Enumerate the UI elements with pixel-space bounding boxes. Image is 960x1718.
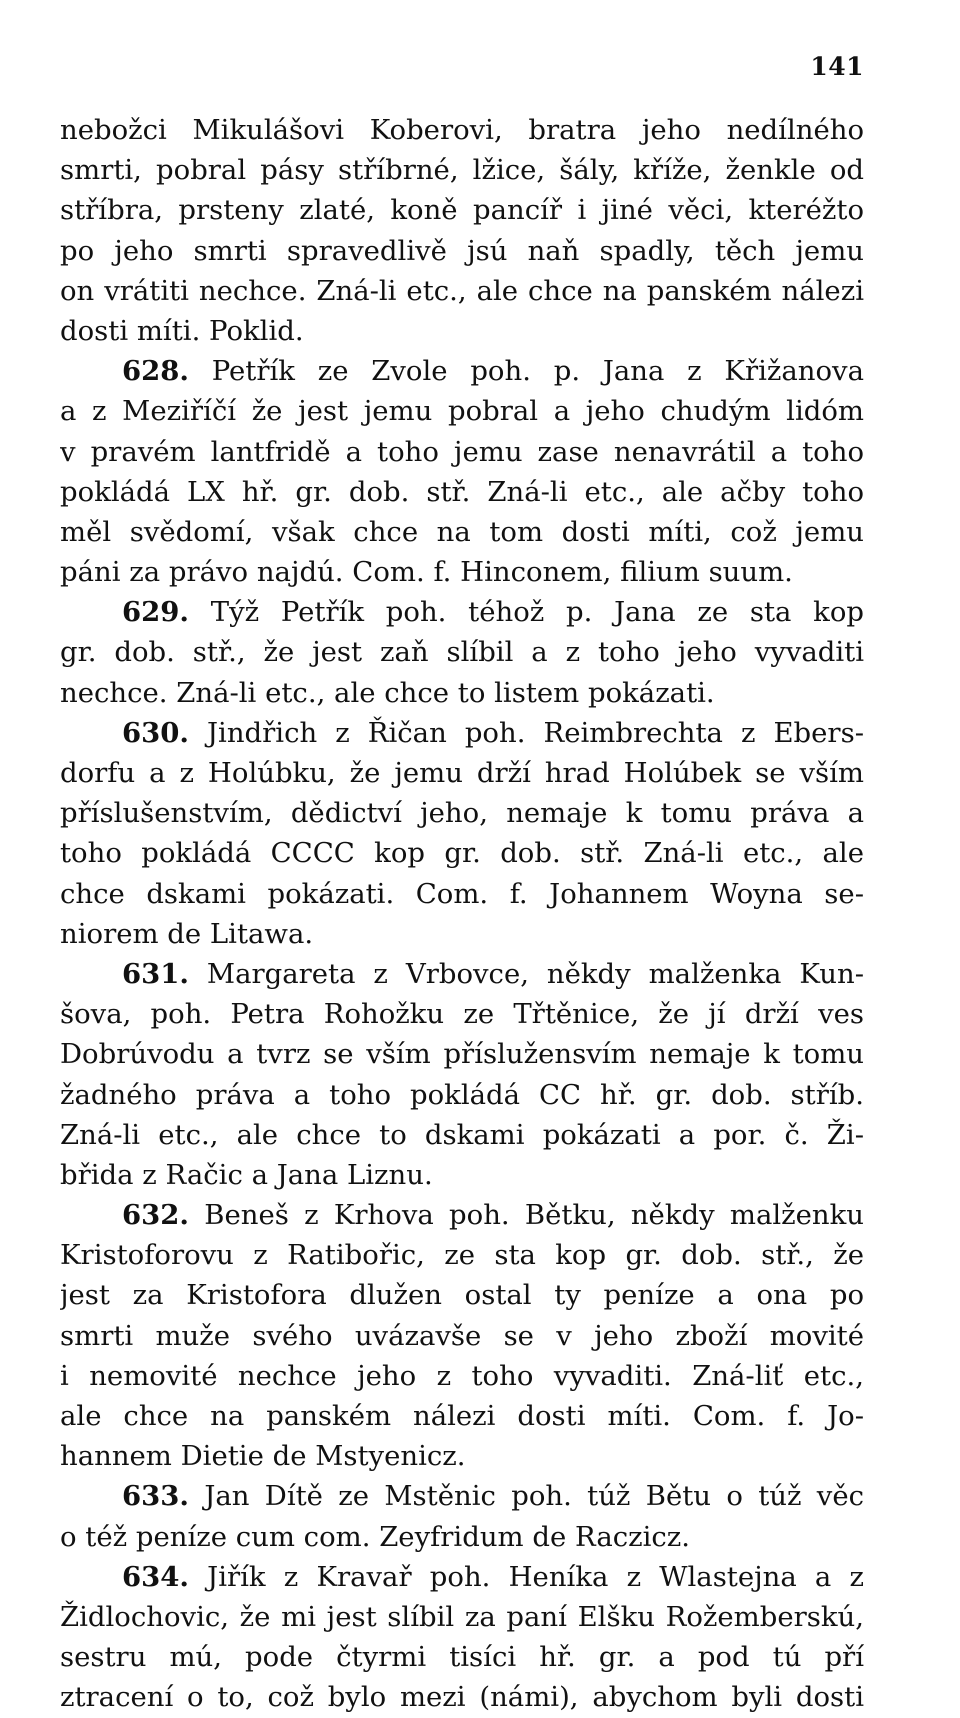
- text-line: [60, 1235, 864, 1275]
- line-text: dosti míti. Poklid.: [60, 314, 304, 347]
- text-line: [60, 1356, 864, 1396]
- entry-start-line: [60, 592, 864, 632]
- line-text: nechce. Zná-li etc., ale chce to listem pokázati.: [60, 676, 715, 709]
- line-text: Dobrúvodu a tvrz se vším příslužensvím nemaje k tomu: [60, 1038, 864, 1071]
- line-text: on vrátiti nechce. Zná-li etc., ale chce na panském nálezi: [60, 274, 864, 307]
- text-line: [60, 673, 864, 713]
- line-text: sestru mú, pode čtyrmi tisíci hř. gr. a pod tú pří: [60, 1641, 864, 1674]
- text-line: [60, 432, 864, 472]
- text-line: [60, 1396, 864, 1436]
- text-line: [60, 1597, 864, 1637]
- line-text: šova, poh. Petra Rohožku ze Třtěnice, že jí drží ves: [60, 998, 864, 1031]
- line-text: i nemovité nechce jeho z toho vyvaditi. Zná-liť etc.,: [60, 1359, 864, 1392]
- text-line: [60, 1677, 864, 1717]
- text-line: [60, 1436, 864, 1476]
- line-text: Jiřík z Kravař poh. Heníka z Wlastejna a z: [207, 1560, 864, 1593]
- line-text: Jindřich z Řičan poh. Reimbrechta z Ebers-: [207, 716, 864, 749]
- line-text: pokládá LX hř. gr. dob. stř. Zná-li etc., ale ačby toho: [60, 475, 864, 508]
- entry-start-line: [60, 1557, 864, 1597]
- entry-number: 629.: [122, 596, 189, 629]
- line-text: gr. dob. stř., že jest zaň slíbil a z toho jeho vyvaditi: [60, 636, 864, 669]
- text-line: [60, 1034, 864, 1074]
- line-text: a z Meziříčí že jest jemu pobral a jeho chudým lidóm: [60, 395, 864, 428]
- text-line: [60, 190, 864, 230]
- line-text: měl svědomí, však chce na tom dosti míti, což jemu: [60, 515, 864, 548]
- line-text: chce dskami pokázati. Com. f. Johannem Woyna se-: [60, 877, 864, 910]
- line-text: Týž Petřík poh. téhož p. Jana ze sta kop: [210, 596, 864, 629]
- line-text: Petřík ze Zvole poh. p. Jana z Křižanova: [211, 355, 864, 388]
- text-line: [60, 793, 864, 833]
- line-text: ale chce na panském nálezi dosti míti. Com. f. Jo-: [60, 1400, 864, 1432]
- text-line: [60, 1637, 864, 1677]
- text-line: [60, 1115, 864, 1155]
- line-text: Margareta z Vrbovce, někdy malženka Kun-: [206, 957, 864, 990]
- text-line: [60, 311, 864, 351]
- line-text: Kristoforovu z Ratibořic, ze sta kop gr. dob. stř., že: [60, 1239, 864, 1272]
- line-text: jest za Kristofora dlužen ostal ty peníze a ona po: [60, 1279, 864, 1312]
- text-line: [60, 994, 864, 1034]
- entry-number: 630.: [122, 716, 189, 749]
- entry-number: 632.: [122, 1199, 189, 1232]
- line-text: stříbra, prsteny zlaté, koně pancíř i jiné věci, kteréžto: [60, 194, 864, 227]
- text-line: [60, 552, 864, 592]
- entry-number: 631.: [122, 957, 189, 990]
- entry-number: 628.: [122, 355, 189, 388]
- line-text: páni za právo najdú. Com. f. Hinconem, filium suum.: [60, 556, 793, 589]
- line-text: o též peníze cum com. Zeyfridum de Raczicz.: [60, 1520, 691, 1553]
- line-text: Beneš z Krhova poh. Bětku, někdy malženku: [204, 1199, 864, 1232]
- entry-start-line: [60, 713, 864, 753]
- text-line: [60, 874, 864, 914]
- entry-start-line: [60, 1195, 864, 1235]
- entry-start-line: [60, 351, 864, 391]
- line-text: ztracení o to, což bylo mezi (námi), abychom byli dosti: [60, 1681, 864, 1714]
- text-body: [60, 110, 864, 1718]
- line-text: žadného práva a toho pokládá CC hř. gr. dob. stříb.: [60, 1078, 864, 1111]
- text-line: [60, 1316, 864, 1356]
- text-line: [60, 632, 864, 672]
- line-text: Židlochovic, že mi jest slíbil za paní Elšku Rožemberskú,: [60, 1600, 864, 1633]
- line-text: smrti muže svého uvázavše se v jeho zboží movité: [60, 1319, 864, 1352]
- entry-start-line: [60, 1476, 864, 1516]
- text-line: [60, 1275, 864, 1315]
- text-line: [60, 391, 864, 431]
- text-line: [60, 1155, 864, 1195]
- line-text: příslušenstvím, dědictví jeho, nemaje k tomu práva a: [60, 797, 864, 830]
- line-text: smrti, pobral pásy stříbrné, lžice, šály, kříže, ženkle od: [60, 154, 864, 187]
- line-text: Zná-li etc., ale chce to dskami pokázati a por. č. Ži-: [60, 1118, 864, 1151]
- line-text: toho pokládá CCCC kop gr. dob. stř. Zná-li etc., ale: [60, 837, 864, 870]
- text-line: [60, 231, 864, 271]
- line-text: hannem Dietie de Mstyenicz.: [60, 1440, 466, 1473]
- entry-number: 633.: [122, 1480, 189, 1513]
- text-line: [60, 271, 864, 311]
- text-line: [60, 1517, 864, 1557]
- line-text: v pravém lantfridě a toho jemu zase nenavrátil a toho: [60, 435, 864, 468]
- text-line: [60, 110, 864, 150]
- line-text: po jeho smrti spravedlivě jsú naň spadly, těch jemu: [60, 234, 864, 267]
- line-text: dorfu a z Holúbku, že jemu drží hrad Holúbek se vším: [60, 757, 864, 789]
- line-text: niorem de Litawa.: [60, 917, 314, 950]
- entry-start-line: [60, 954, 864, 994]
- entry-number: 634.: [122, 1560, 189, 1593]
- text-line: [60, 150, 864, 190]
- text-line: [60, 914, 864, 954]
- line-text: Jan Dítě ze Mstěnic poh. túž Bětu o túž věc: [204, 1480, 864, 1513]
- line-text: nebožci Mikulášovi Koberovi, bratra jeho nedílného: [60, 114, 864, 146]
- text-line: [60, 512, 864, 552]
- text-line: [60, 753, 864, 793]
- text-line: [60, 1075, 864, 1115]
- page-number: 141: [810, 52, 864, 81]
- line-text: břida z Račic a Jana Liznu.: [60, 1158, 433, 1191]
- text-line: [60, 833, 864, 873]
- text-line: [60, 472, 864, 512]
